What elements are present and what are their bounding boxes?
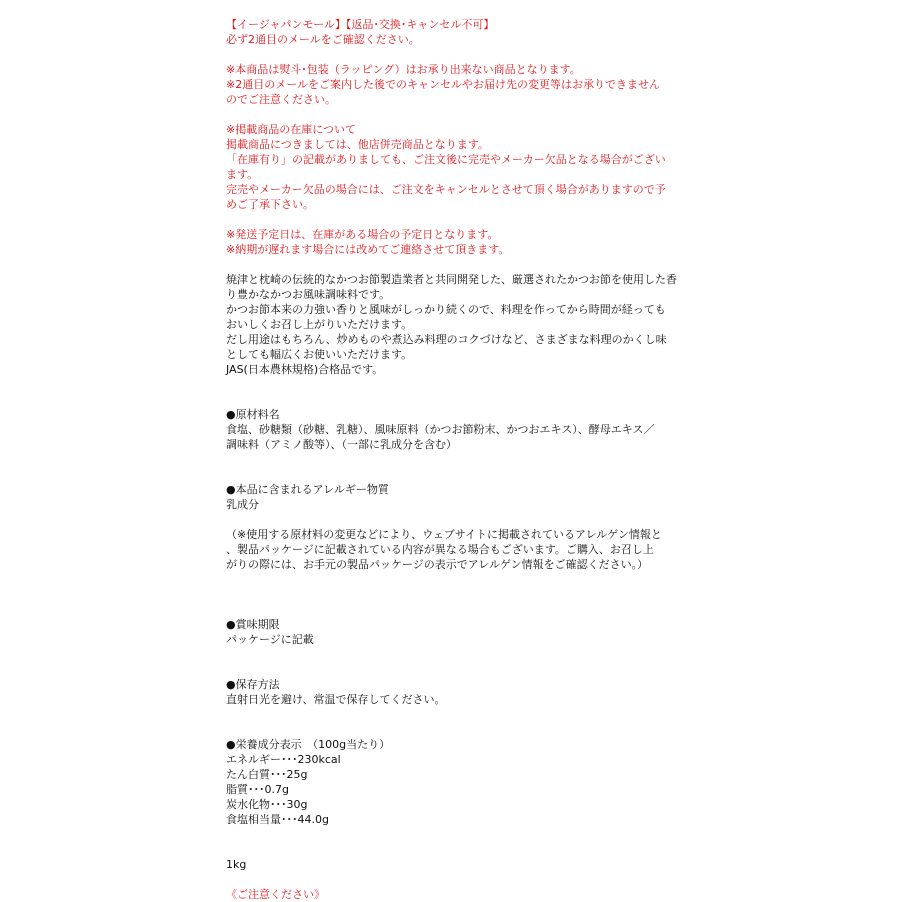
description-line: り豊かなかつお風味調味料です。 xyxy=(226,288,391,301)
notice-line: ※2通目のメールをご案内した後でのキャンセルやお届け先の変更等はお承りできません xyxy=(226,78,660,91)
notice-shipping xyxy=(226,227,686,257)
caution-heading: 《ご注意ください》 xyxy=(226,888,325,901)
description-line: JAS(日本農林規格)合格品です。 xyxy=(226,363,384,376)
ingredients-line: 食塩、砂糖類（砂糖、乳糖）、風味原料（かつお節粉末、かつおエキス）、酵母エキス／ xyxy=(226,423,655,436)
nutrition-row: 炭水化物･･･30g xyxy=(226,798,308,811)
notice-line: 「在庫有り」の記載がありましても、ご注文後に完売やメーカー欠品となる場合がござい xyxy=(226,153,666,166)
description-line: かつお節本来の力強い香りと風味がしっかり続くので、料理を作ってから時間が経っても xyxy=(226,303,666,316)
nutrition-row: 食塩相当量･･･44.0g xyxy=(226,813,329,826)
expiry-value: パッケージに記載 xyxy=(226,633,314,646)
allergy-note-line: がりの際には、お手元の製品パッケージの表示でアレルゲン情報をご確認ください。） xyxy=(226,558,649,571)
section-heading: ●保存方法 xyxy=(226,678,280,691)
notice-line: ※掲載商品の在庫について xyxy=(226,123,356,136)
notice-line: ます。 xyxy=(226,168,259,181)
section-heading: ●原材料名 xyxy=(226,408,280,421)
notice-line: ※発送予定日は、在庫がある場合の予定日となります。 xyxy=(226,228,499,241)
section-heading: ●賞味期限 xyxy=(226,618,280,631)
nutrition-row: エネルギー･･･230kcal xyxy=(226,753,341,766)
allergy-note-line: （※使用する原材料の変更などにより、ウェブサイトに掲載されているアレルゲン情報と xyxy=(226,528,662,541)
expiry-section xyxy=(226,617,686,647)
nutrition-section xyxy=(226,737,686,827)
notice-line: 【イージャパンモール】【返品･交換･キャンセル不可】 xyxy=(226,18,495,31)
description-line: としても幅広くお使いいただけます。 xyxy=(226,348,413,361)
storage-value: 直射日光を避け、常温で保存してください。 xyxy=(226,693,446,706)
notice-header xyxy=(226,17,686,47)
section-heading: ●栄養成分表示 （100g当たり） xyxy=(226,738,391,751)
notice-stock xyxy=(226,122,686,212)
notice-line: めご了承下さい。 xyxy=(226,198,314,211)
description-line: おいしくお召し上がりいただけます。 xyxy=(226,318,413,331)
description-line: だし用途はもちろん、炒めものや煮込み料理のコクづけなど、さまざまな料理のかくし味 xyxy=(226,333,667,346)
description-line: 焼津と枕崎の伝統的なかつお節製造業者と共同開発した、厳選されたかつお節を使用した香 xyxy=(226,273,677,286)
notice-line: ※納期が遅れます場合には改めてご連絡させて頂きます。 xyxy=(226,243,510,256)
notice-wrapping xyxy=(226,62,686,107)
product-description xyxy=(226,17,686,902)
notice-line: のでご注意ください。 xyxy=(226,93,336,106)
ingredients-section xyxy=(226,407,686,452)
ingredients-line: 調味料（アミノ酸等）、（一部に乳成分を含む） xyxy=(226,438,457,451)
nutrition-row: たん白質･･･25g xyxy=(226,768,308,781)
section-heading: ●本品に含まれるアレルギー物質 xyxy=(226,483,389,496)
notice-line: 完売やメーカー欠品の場合には、ご注文をキャンセルとさせて頂く場合がありますので予 xyxy=(226,183,666,196)
allergy-value: 乳成分 xyxy=(226,498,259,511)
notice-line: 掲載商品につきましては、他店併売商品となります。 xyxy=(226,138,489,151)
notice-line: 必ず2通目のメールをご確認ください。 xyxy=(226,33,420,46)
nutrition-row: 脂質･･･0.7g xyxy=(226,783,289,796)
product-description-text xyxy=(226,272,686,377)
product-size: 1kg xyxy=(226,858,247,871)
notice-line: ※本商品は熨斗･包装（ラッピング）はお承り出来ない商品となります。 xyxy=(226,63,581,76)
allergy-note-line: 、製品パッケージに記載されている内容が異なる場合もございます。ご購入、お召し上 xyxy=(226,543,654,556)
allergy-section xyxy=(226,482,686,572)
storage-section xyxy=(226,677,686,707)
